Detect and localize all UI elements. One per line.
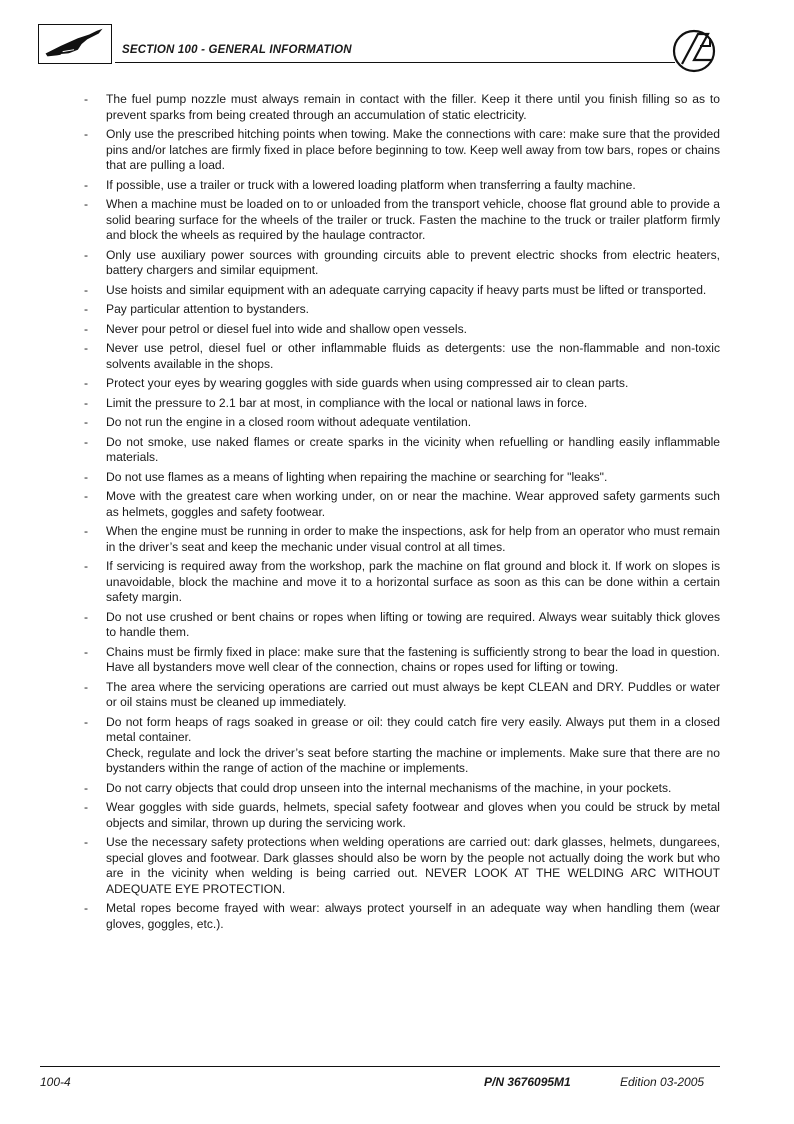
edition: Edition 03-2005 <box>620 1075 705 1089</box>
list-item-text: The area where the servicing operations are carried out must always be kept CLEAN and DRY. Puddles or water or oil stains must be cleaned up immediately. <box>106 679 720 709</box>
section-title: SECTION 100 - GENERAL INFORMATION <box>122 44 352 56</box>
bullet-dash: - <box>84 644 89 659</box>
bullet-dash: - <box>84 321 89 336</box>
safety-instructions <box>84 92 720 936</box>
bullet-dash: - <box>84 835 89 849</box>
bullet-dash: - <box>84 559 89 573</box>
page-header <box>0 0 794 80</box>
bullet-dash: - <box>84 469 89 484</box>
bullet-dash: - <box>84 489 89 503</box>
bullet-dash: - <box>84 302 89 316</box>
bullet-dash: - <box>84 780 89 795</box>
list-item <box>84 322 720 338</box>
list-item <box>84 524 720 555</box>
list-item <box>84 435 720 466</box>
list-item-text: Only use the prescribed hitching points when towing. Make the connections with care: make sure that the provided pins and/or latches are firmly fixed in place before beginning to tow. Keep well away from tow bars, ropes or chains that are pulling a load. <box>106 127 720 172</box>
list-item <box>84 559 720 606</box>
bullet-dash: - <box>84 177 89 192</box>
list-item-text: Chains must be firmly fixed in place: make sure that the fastening is sufficiently strong to bear the load in question. Have all bystanders move well clear of the connection, chains or ropes used for lifting or towing. <box>106 644 720 674</box>
bullet-dash: - <box>84 800 89 814</box>
list-item-text: Never pour petrol or diesel fuel into wide and shallow open vessels. <box>106 321 467 336</box>
list-item <box>84 283 720 299</box>
list-item-text: The fuel pump nozzle must always remain in contact with the filler. Keep it there until you finish filling so as to prevent sparks from being created through an accumulation of static electricity. <box>106 92 720 122</box>
bullet-dash: - <box>84 127 89 141</box>
list-item-text: If servicing is required away from the workshop, park the machine on flat ground and block it. If work on slopes is unavoidable, block the machine and move it to a horizontal surface as soon as this can be done within a certain safety margin. <box>106 559 720 604</box>
list-item-text: Protect your eyes by wearing goggles with side guards when using compressed air to clean parts. <box>106 376 629 390</box>
bullet-dash: - <box>84 395 89 410</box>
list-item-text: Do not form heaps of rags soaked in grease or oil: they could catch fire very easily. Always put them in a closed metal container. <box>106 714 720 744</box>
list-item <box>84 489 720 520</box>
list-item <box>84 302 720 318</box>
bullet-dash: - <box>84 901 89 915</box>
list-item-text: Use hoists and similar equipment with an adequate carrying capacity if heavy parts must be lifted or transported. <box>106 282 707 297</box>
list-item <box>84 680 720 711</box>
bullet-dash: - <box>84 92 89 106</box>
pointing-hand-icon <box>38 24 112 64</box>
list-item <box>84 645 720 676</box>
list-item <box>84 197 720 244</box>
part-number: P/N 3676095M1 <box>484 1075 571 1089</box>
bullet-dash: - <box>84 247 89 262</box>
list-item <box>84 92 720 123</box>
list-item <box>84 127 720 174</box>
list-item-text: Move with the greatest care when working under, on or near the machine. Wear approved safety garments such as helmets, goggles and safety footwear. <box>106 489 720 519</box>
list-item-text: Use the necessary safety protections when welding operations are carried out: dark glasses, helmets, dungarees, special gloves and footwear. Dark glasses should also be worn by the people not actually doing the work but who are in the vicinity when welding is being carried out. NEVER LOOK AT THE WELDING ARC WITHOUT ADEQUATE EYE PROTECTION. <box>106 835 720 896</box>
manufacturer-logo <box>664 26 724 76</box>
page-number: 100-4 <box>40 1075 71 1089</box>
list-item <box>84 781 720 797</box>
header-rule <box>115 62 675 63</box>
list-item-text: Do not carry objects that could drop unseen into the internal mechanisms of the machine, in your pockets. <box>106 780 672 795</box>
list-item <box>84 470 720 486</box>
bullet-dash: - <box>84 714 89 729</box>
list-item <box>84 178 720 194</box>
bullet-dash: - <box>84 376 89 390</box>
bullet-dash: - <box>84 197 89 211</box>
list-item-text: Do not use flames as a means of lighting when repairing the machine or searching for "leaks". <box>106 469 608 484</box>
list-item-extra-text: Check, regulate and lock the driver’s seat before starting the machine or implements. Make sure that there are no bystanders within the range of action of the machine or implements. <box>106 745 720 775</box>
list-item-text: Metal ropes become frayed with wear: always protect yourself in an adequate way when handling them (wear gloves, goggles, etc.). <box>106 901 720 931</box>
list-item <box>84 341 720 372</box>
list-item <box>84 376 720 392</box>
list-item <box>84 610 720 641</box>
bullet-dash: - <box>84 524 89 538</box>
list-item <box>84 901 720 932</box>
list-item-text: If possible, use a trailer or truck with a lowered loading platform when transferring a faulty machine. <box>106 177 636 192</box>
bullet-dash: - <box>84 282 89 297</box>
list-item-text: Only use auxiliary power sources with grounding circuits able to prevent electric shocks from electric heaters, battery chargers and similar equipment. <box>106 247 720 277</box>
list-item-text: Wear goggles with side guards, helmets, special safety footwear and gloves when you could be struck by metal objects and similar, thrown up during the servicing work. <box>106 800 720 830</box>
list-item-text: When the engine must be running in order to make the inspections, ask for help from an operator who must remain in the driver’s seat and keep the mechanic under visual control at all times. <box>106 524 720 554</box>
list-item-text: Do not use crushed or bent chains or ropes when lifting or towing are required. Always wear suitably thick gloves to handle them. <box>106 609 720 639</box>
list-item-text: Limit the pressure to 2.1 bar at most, in compliance with the local or national laws in force. <box>106 395 588 410</box>
list-item <box>84 835 720 897</box>
list-item <box>84 715 720 777</box>
bullet-dash: - <box>84 679 89 694</box>
list-item-text: Never use petrol, diesel fuel or other inflammable fluids as detergents: use the non-flammable and non-toxic solvents available in the shops. <box>106 341 720 371</box>
list-item <box>84 800 720 831</box>
list-item <box>84 396 720 412</box>
list-item-text: Do not run the engine in a closed room without adequate ventilation. <box>106 415 472 429</box>
list-item-text: When a machine must be loaded on to or unloaded from the transport vehicle, choose flat ground able to provide a solid bearing surface for the wheels of the trailer or truck. Fasten the machine to the truck or trailer platform firmly and block the wheels as required by the haulage contractor. <box>106 197 720 242</box>
list-item-text: Pay particular attention to bystanders. <box>106 302 310 316</box>
bullet-dash: - <box>84 434 89 449</box>
list-item <box>84 415 720 431</box>
list-item-text: Do not smoke, use naked flames or create sparks in the vicinity when refuelling or handling easily inflammable materials. <box>106 434 720 464</box>
instruction-list <box>84 92 720 932</box>
footer-rule <box>40 1066 720 1067</box>
bullet-dash: - <box>84 609 89 624</box>
list-item <box>84 248 720 279</box>
bullet-dash: - <box>84 415 89 429</box>
bullet-dash: - <box>84 341 89 355</box>
